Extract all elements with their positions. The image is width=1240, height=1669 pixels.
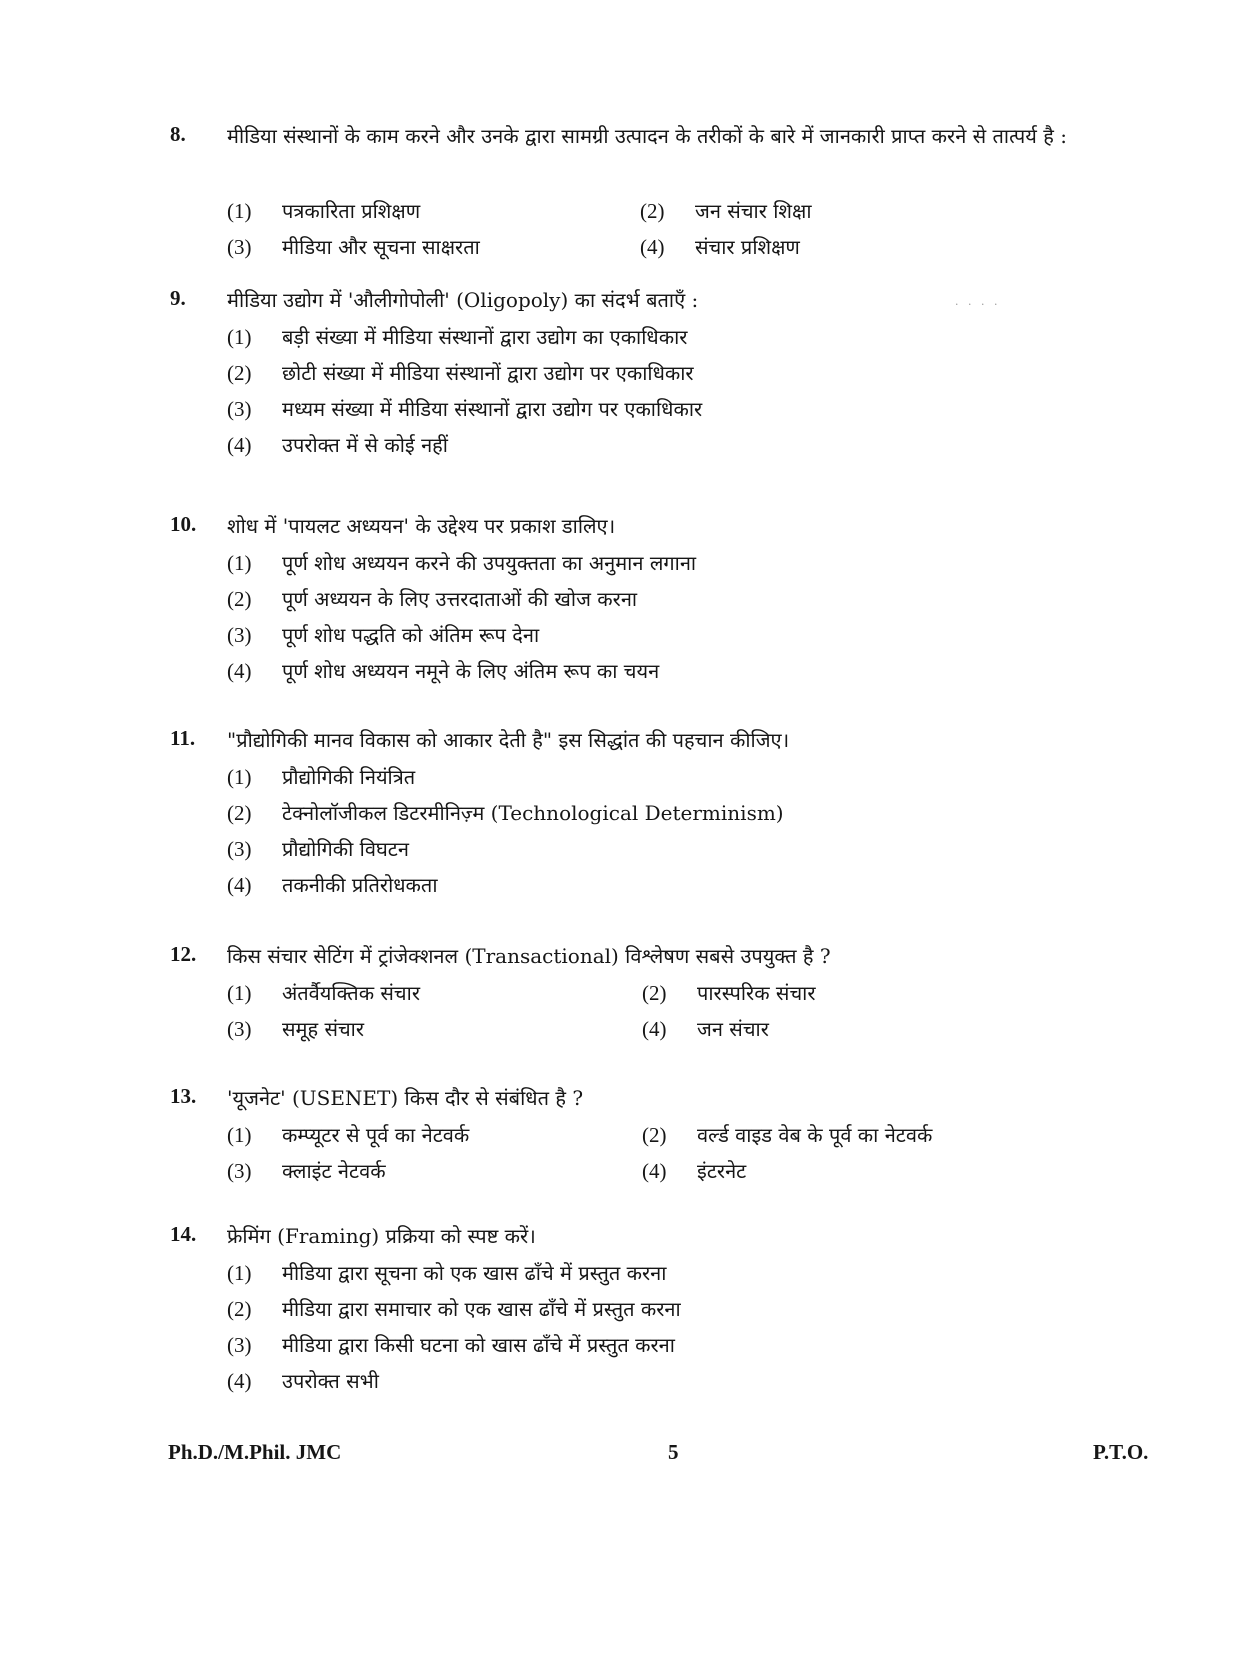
option-number: (2) [227, 801, 252, 825]
question-text: फ्रेमिंग (Framing) प्रक्रिया को स्पष्ट करें। [227, 1224, 536, 1248]
option-3 [227, 1156, 386, 1186]
option-number: (4) [640, 235, 665, 259]
option-4 [227, 656, 659, 686]
option-number: (3) [227, 397, 252, 421]
option-number: (3) [227, 235, 252, 259]
option-4 [227, 870, 438, 900]
option-3 [227, 620, 539, 650]
option-number: (3) [227, 1017, 252, 1041]
question-text: मीडिया उद्योग में 'औलीगोपोली' (Oligopoly) का संदर्भ बताएँ : [227, 288, 699, 312]
question-text: शोध में 'पायलट अध्ययन' के उद्देश्य पर प्रकाश डालिए। [227, 514, 616, 538]
option-text: मीडिया द्वारा किसी घटना को खास ढाँचे में प्रस्तुत करना [282, 1333, 675, 1357]
option-number: (2) [640, 199, 665, 223]
option-text: उपरोक्त में से कोई नहीं [282, 433, 448, 457]
pto-label: P.T.O. [1093, 1440, 1149, 1464]
option-number: (2) [227, 361, 252, 385]
option-3 [227, 232, 480, 262]
option-1 [227, 762, 415, 792]
option-text: संचार प्रशिक्षण [695, 235, 800, 259]
option-number: (1) [227, 765, 252, 789]
option-number: (1) [227, 1123, 252, 1147]
option-2 [642, 978, 816, 1008]
option-text: मीडिया द्वारा समाचार को एक खास ढाँचे में प्रस्तुत करना [282, 1297, 681, 1321]
option-2 [227, 1294, 681, 1324]
option-text: अंतर्वैयक्तिक संचार [282, 981, 420, 1005]
option-3 [227, 834, 409, 864]
option-number: (3) [227, 1333, 252, 1357]
option-1 [227, 322, 687, 352]
option-text: पूर्ण अध्ययन के लिए उत्तरदाताओं की खोज करना [282, 587, 638, 611]
option-text: मध्यम संख्या में मीडिया संस्थानों द्वारा उद्योग पर एकाधिकार [282, 397, 703, 421]
question-number: 13. [170, 1084, 197, 1108]
option-2 [640, 196, 812, 226]
option-text: टेक्नोलॉजीकल डिटरमीनिज़्म (Technological Determinism) [282, 801, 784, 825]
option-2 [227, 798, 784, 828]
option-text: बड़ी संख्या में मीडिया संस्थानों द्वारा उद्योग का एकाधिकार [282, 325, 688, 349]
option-number: (3) [227, 623, 252, 647]
option-number: (2) [642, 1123, 667, 1147]
page-number: 5 [668, 1440, 679, 1464]
option-number: (4) [642, 1159, 667, 1183]
option-number: (1) [227, 325, 252, 349]
option-3 [227, 1330, 675, 1360]
option-number: (4) [227, 1369, 252, 1393]
scan-artifact: · · · · [955, 298, 1001, 311]
option-3 [227, 394, 702, 424]
option-number: (2) [642, 981, 667, 1005]
option-4 [227, 1366, 379, 1396]
option-text: इंटरनेट [697, 1159, 747, 1183]
option-1 [227, 1258, 666, 1288]
option-text: पत्रकारिता प्रशिक्षण [282, 199, 421, 223]
option-3 [227, 1014, 364, 1044]
option-number: (2) [227, 587, 252, 611]
option-text: पूर्ण शोध अध्ययन करने की उपयुक्तता का अनुमान लगाना [282, 551, 697, 575]
option-text: कम्प्यूटर से पूर्व का नेटवर्क [282, 1123, 470, 1147]
question-number: 12. [170, 942, 197, 966]
question-number: 10. [170, 512, 197, 536]
option-text: जन संचार शिक्षा [695, 199, 812, 223]
option-number: (1) [227, 199, 252, 223]
option-text: पारस्परिक संचार [697, 981, 816, 1005]
option-2 [227, 358, 694, 388]
option-number: (4) [227, 433, 252, 457]
option-text: पूर्ण शोध पद्धति को अंतिम रूप देना [282, 623, 540, 647]
option-number: (4) [227, 873, 252, 897]
option-number: (3) [227, 837, 252, 861]
option-number: (2) [227, 1297, 252, 1321]
option-4 [642, 1156, 746, 1186]
option-text: वर्ल्ड वाइड वेब के पूर्व का नेटवर्क [697, 1123, 933, 1147]
option-number: (1) [227, 981, 252, 1005]
question-number: 9. [170, 286, 186, 310]
option-number: (1) [227, 1261, 252, 1285]
question-number: 8. [170, 122, 186, 146]
option-1 [227, 196, 420, 226]
question-text: मीडिया संस्थानों के काम करने और उनके द्वारा सामग्री उत्पादन के तरीकों के बारे में जानकारी प्राप्त करने से तात्पर्य है : [227, 124, 1067, 148]
question-text: किस संचार सेटिंग में ट्रांजेक्शनल (Transactional) विश्लेषण सबसे उपयुक्त है ? [227, 944, 831, 968]
option-1 [227, 548, 696, 578]
option-4 [640, 232, 800, 262]
option-text: मीडिया और सूचना साक्षरता [282, 235, 480, 259]
option-number: (4) [227, 659, 252, 683]
option-text: क्लाइंट नेटवर्क [282, 1159, 386, 1183]
option-number: (3) [227, 1159, 252, 1183]
option-number: (4) [642, 1017, 667, 1041]
option-2 [642, 1120, 932, 1150]
option-text: पूर्ण शोध अध्ययन नमूने के लिए अंतिम रूप का चयन [282, 659, 660, 683]
option-number: (1) [227, 551, 252, 575]
option-text: समूह संचार [282, 1017, 365, 1041]
option-text: छोटी संख्या में मीडिया संस्थानों द्वारा उद्योग पर एकाधिकार [282, 361, 694, 385]
option-text: मीडिया द्वारा सूचना को एक खास ढाँचे में प्रस्तुत करना [282, 1261, 667, 1285]
question-text: "प्रौद्योगिकी मानव विकास को आकार देती है" इस सिद्धांत की पहचान कीजिए। [227, 728, 790, 752]
option-text: जन संचार [697, 1017, 769, 1041]
option-text: तकनीकी प्रतिरोधकता [282, 873, 438, 897]
option-text: प्रौद्योगिकी विघटन [282, 837, 409, 861]
option-1 [227, 1120, 469, 1150]
option-4 [642, 1014, 769, 1044]
option-1 [227, 978, 420, 1008]
option-text: प्रौद्योगिकी नियंत्रित [282, 765, 416, 789]
option-2 [227, 584, 637, 614]
option-4 [227, 430, 448, 460]
exam-code: Ph.D./M.Phil. JMC [168, 1440, 342, 1464]
question-number: 14. [170, 1222, 197, 1246]
option-text: उपरोक्त सभी [282, 1369, 379, 1393]
question-text: 'यूजनेट' (USENET) किस दौर से संबंधित है ? [227, 1086, 584, 1110]
question-number: 11. [170, 726, 196, 750]
